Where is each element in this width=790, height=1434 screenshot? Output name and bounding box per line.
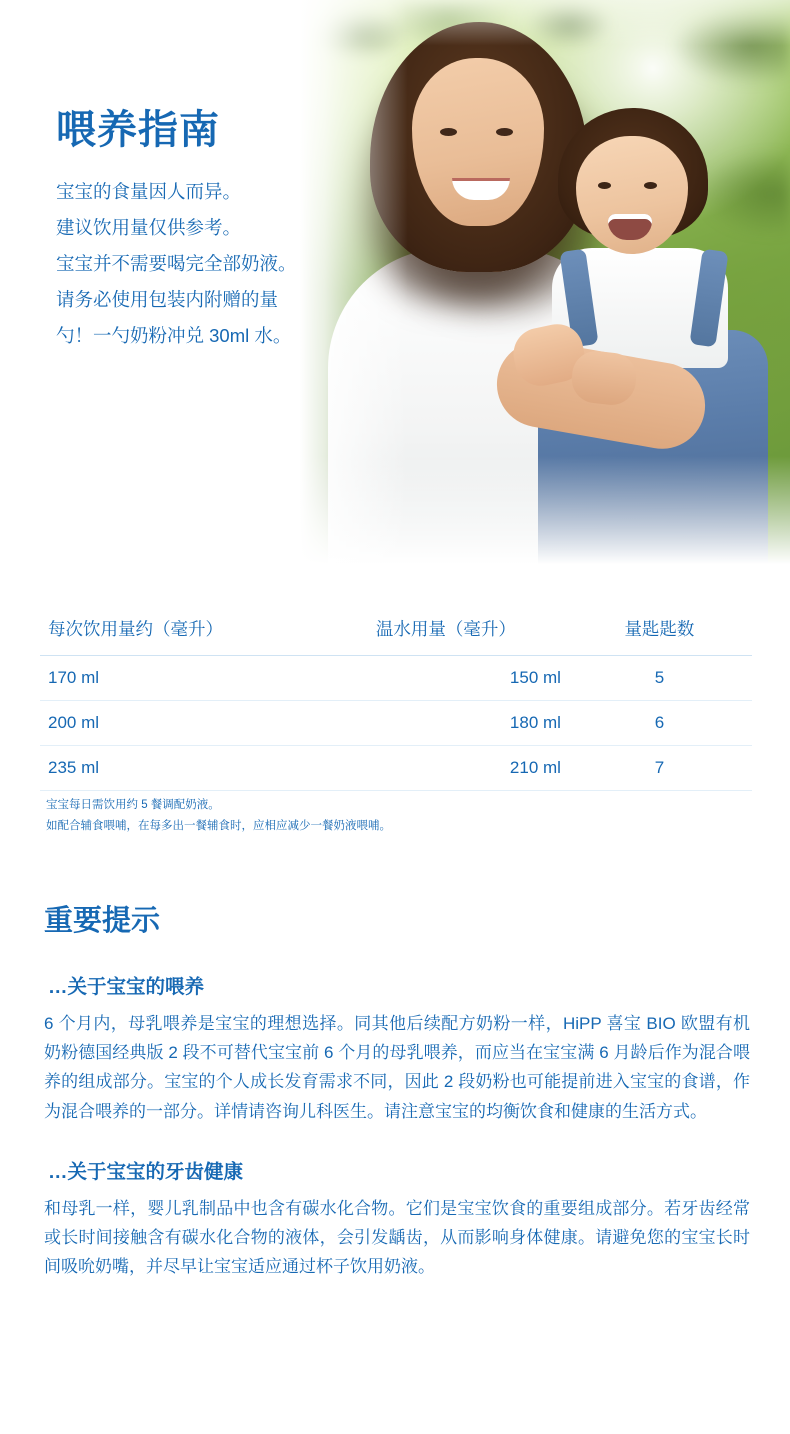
feeding-table: [40, 608, 752, 791]
table-header-scoops: 量匙匙数: [567, 608, 752, 656]
hero-text-block: [56, 108, 386, 354]
cell-scoops: 7: [567, 746, 752, 791]
cell-scoops: 6: [567, 701, 752, 746]
table-note-2: 如配合辅食喂哺，在每多出一餐辅食时，应相应减少一餐奶液喂哺。: [46, 820, 391, 833]
table-header-water: 温水用量（毫升）: [325, 608, 567, 656]
paragraph-feeding: 6 个月内，母乳喂养是宝宝的理想选择。同其他后续配方奶粉一样，HiPP 喜宝 BIO 欧盟有机奶粉德国经典版 2 段不可替代宝宝前 6 个月的母乳喂养，而应当在宝宝满 6 月龄后作为混合喂养的组成部分。宝宝的个人成长发育需求不同，因此 2 段奶粉也可能提前进入宝宝的食谱，作为混合喂养的一部分。详情请咨询儿科医生。请注意宝宝的均衡饮食和健康的生活方式。: [44, 1014, 750, 1121]
feeding-table-wrapper: [40, 608, 752, 791]
cell-volume: 170 ml: [40, 656, 325, 701]
table-footnotes: [46, 795, 746, 838]
hero-line-1: 宝宝的食量因人而异。: [56, 181, 242, 202]
hero-line-3: 宝宝并不需要喝完全部奶液。: [56, 253, 297, 275]
feeding-table-body: [40, 656, 752, 791]
page-title: 喂养指南: [56, 108, 220, 152]
cell-volume: 200 ml: [40, 701, 325, 746]
cell-water: 150 ml: [325, 656, 567, 701]
hero-line-4: 请务必使用包装内附赠的量: [56, 289, 279, 311]
table-note-1: 宝宝每日需饮用约 5 餐调配奶液。: [46, 799, 220, 811]
table-row: [40, 656, 752, 701]
section-title: 重要提示: [44, 905, 161, 937]
cell-water: 210 ml: [325, 746, 567, 791]
table-row: [40, 746, 752, 791]
hero-line-2: 建议饮用量仅供参考。: [56, 217, 242, 239]
subheading-dental-health: …关于宝宝的牙齿健康: [48, 1160, 244, 1183]
hero-line-5: 勺！一勺奶粉冲兑 30ml 水。: [56, 325, 292, 347]
table-header-volume: 每次饮用量约（毫升）: [40, 608, 325, 656]
table-header-row: [40, 608, 752, 656]
hero-banner: [0, 0, 790, 575]
table-row: [40, 701, 752, 746]
cell-water: 180 ml: [325, 701, 567, 746]
subheading-feeding: …关于宝宝的喂养: [48, 976, 205, 998]
important-notes-section: [44, 898, 750, 1282]
feeding-table-head: [40, 608, 752, 656]
paragraph-dental-health: 和母乳一样，婴儿乳制品中也含有碳水化合物。它们是宝宝饮食的重要组成部分。若牙齿经常或长时间接触含有碳水化合物的液体，会引发龋齿，从而影响身体健康。请避免您的宝宝长时间吸吮奶嘴，并尽早让宝宝适应通过杯子饮用奶液。: [44, 1198, 750, 1277]
cell-volume: 235 ml: [40, 746, 325, 791]
cell-scoops: 5: [567, 656, 752, 701]
